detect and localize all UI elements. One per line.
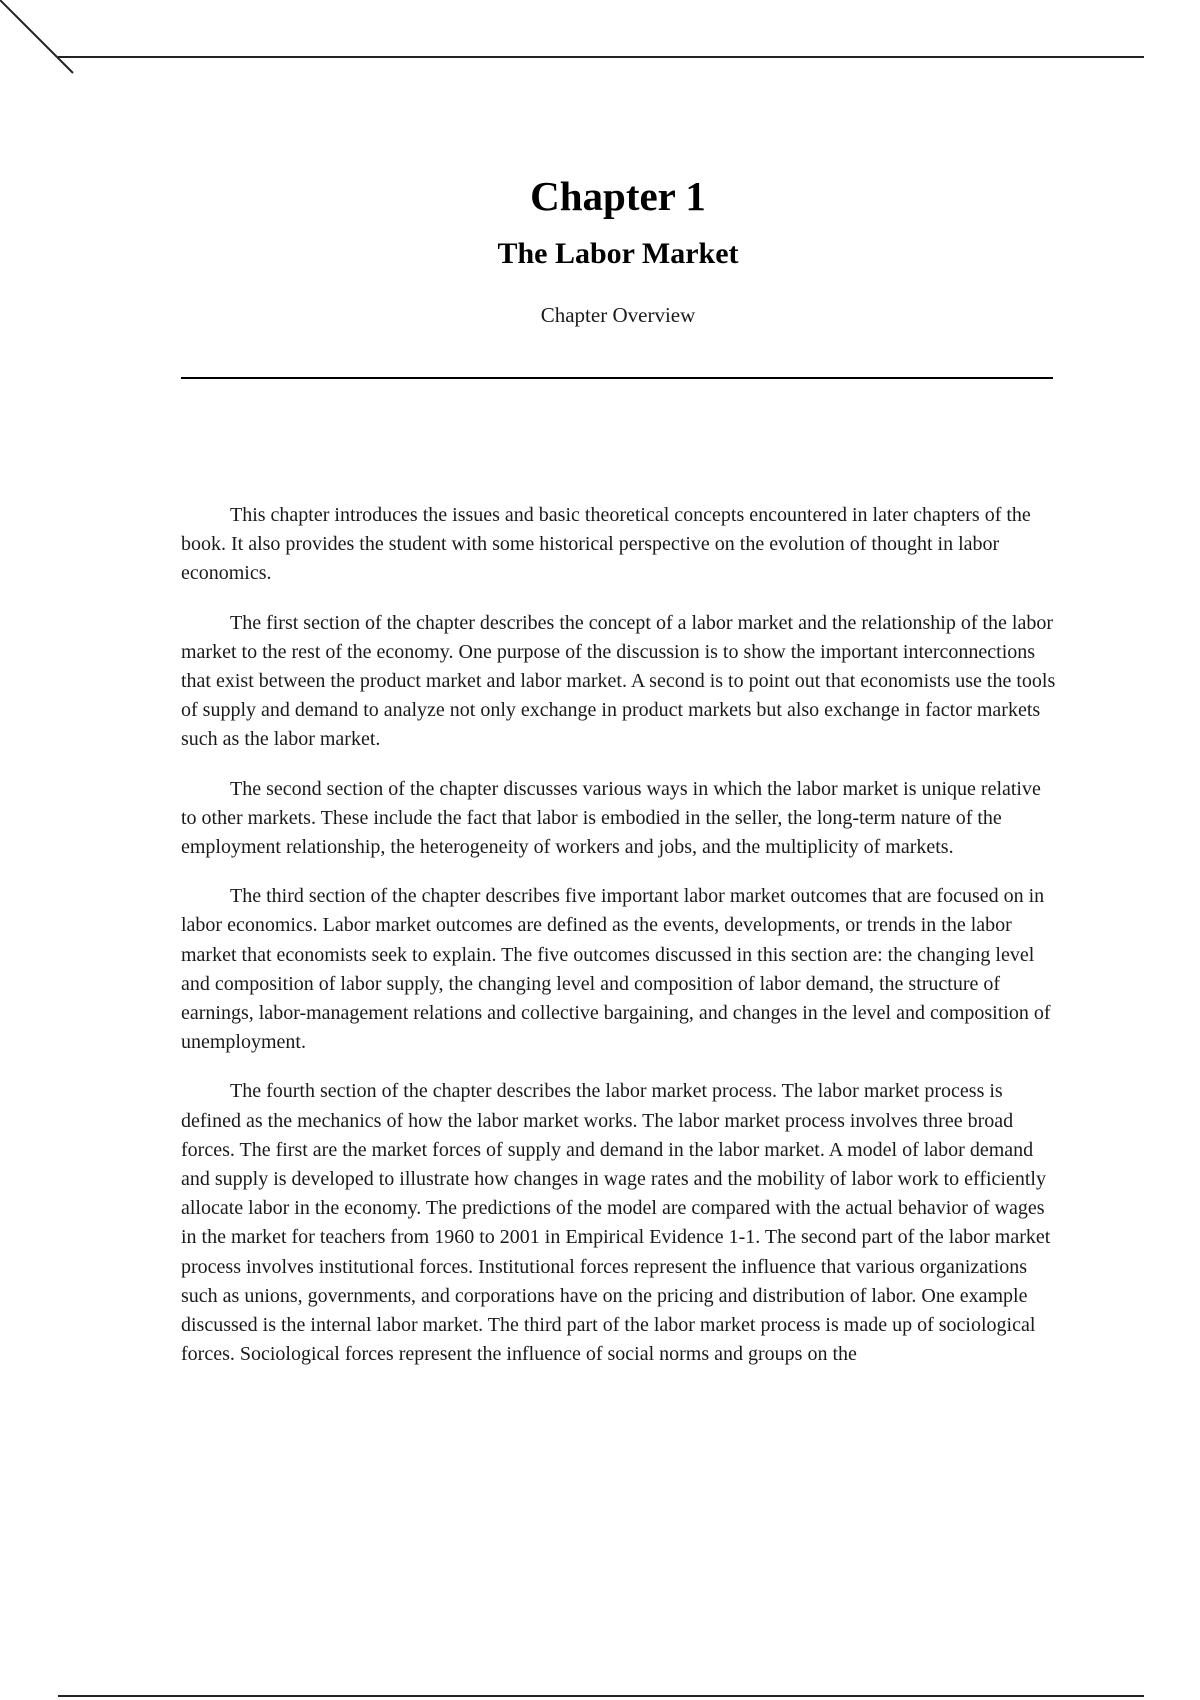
chapter-overview-body: [181, 501, 1057, 1389]
section-label: Chapter Overview: [540, 303, 696, 327]
bottom-rule: [58, 1695, 1144, 1697]
section-divider: [181, 377, 1053, 379]
paragraph-5: The fourth section of the chapter describes the labor market process. The labor market process is defined as the mechanics of how the labor market works. The labor market process involves three broad forces. The first are the market forces of supply and demand in the labor market. A model of labor demand and supply is developed to illustrate how changes in wage rates and the mobility of labor work to efficiently allocate labor in the economy. The predictions of the model are compared with the actual behavior of wages in the market for teachers from 1960 to 2001 in Empirical Evidence 1-1. The second part of the labor market process involves institutional forces. Institutional forces represent the influence that various organizations such as unions, governments, and corporations have on the pricing and distribution of labor. One example discussed is the internal labor market. The third part of the labor market process is made up of sociological forces. Sociological forces represent the influence of social norms and groups on the: [181, 1080, 1051, 1366]
paragraph-4: The third section of the chapter describes five important labor market outcomes that are focused on in labor economics. Labor market outcomes are defined as the events, developments, or trends in the labor market that economists seek to explain. The five outcomes discussed in this section are: the changing level and composition of labor supply, the changing level and composition of labor demand, the structure of earnings, labor-management relations and collective bargaining, and changes in the level and composition of unemployment.: [181, 885, 1051, 1054]
paragraph-3: The second section of the chapter discusses various ways in which the labor market is unique relative to other markets. These include the fact that labor is embodied in the seller, the long-term nature of the employment relationship, the heterogeneity of workers and jobs, and the multiplicity of markets.: [181, 777, 1041, 859]
chapter-title: The Labor Market: [497, 236, 739, 270]
chapter-number: Chapter 1: [530, 173, 706, 220]
paragraph-1: This chapter introduces the issues and basic theoretical concepts encountered in later chapters of the book. It also provides the student with some historical perspective on the evolution of thought in labor economics.: [181, 504, 1031, 585]
top-rule: [58, 56, 1144, 58]
paragraph-2: The first section of the chapter describes the concept of a labor market and the relationship of the labor market to the rest of the economy. One purpose of the discussion is to show the important interconnections that exist between the product market and labor market. A second is to point out that economists use the tools of supply and demand to analyze not only exchange in product markets but also exchange in factor markets such as the labor market.: [181, 611, 1056, 751]
corner-crop-mark-icon: [0, 0, 80, 80]
